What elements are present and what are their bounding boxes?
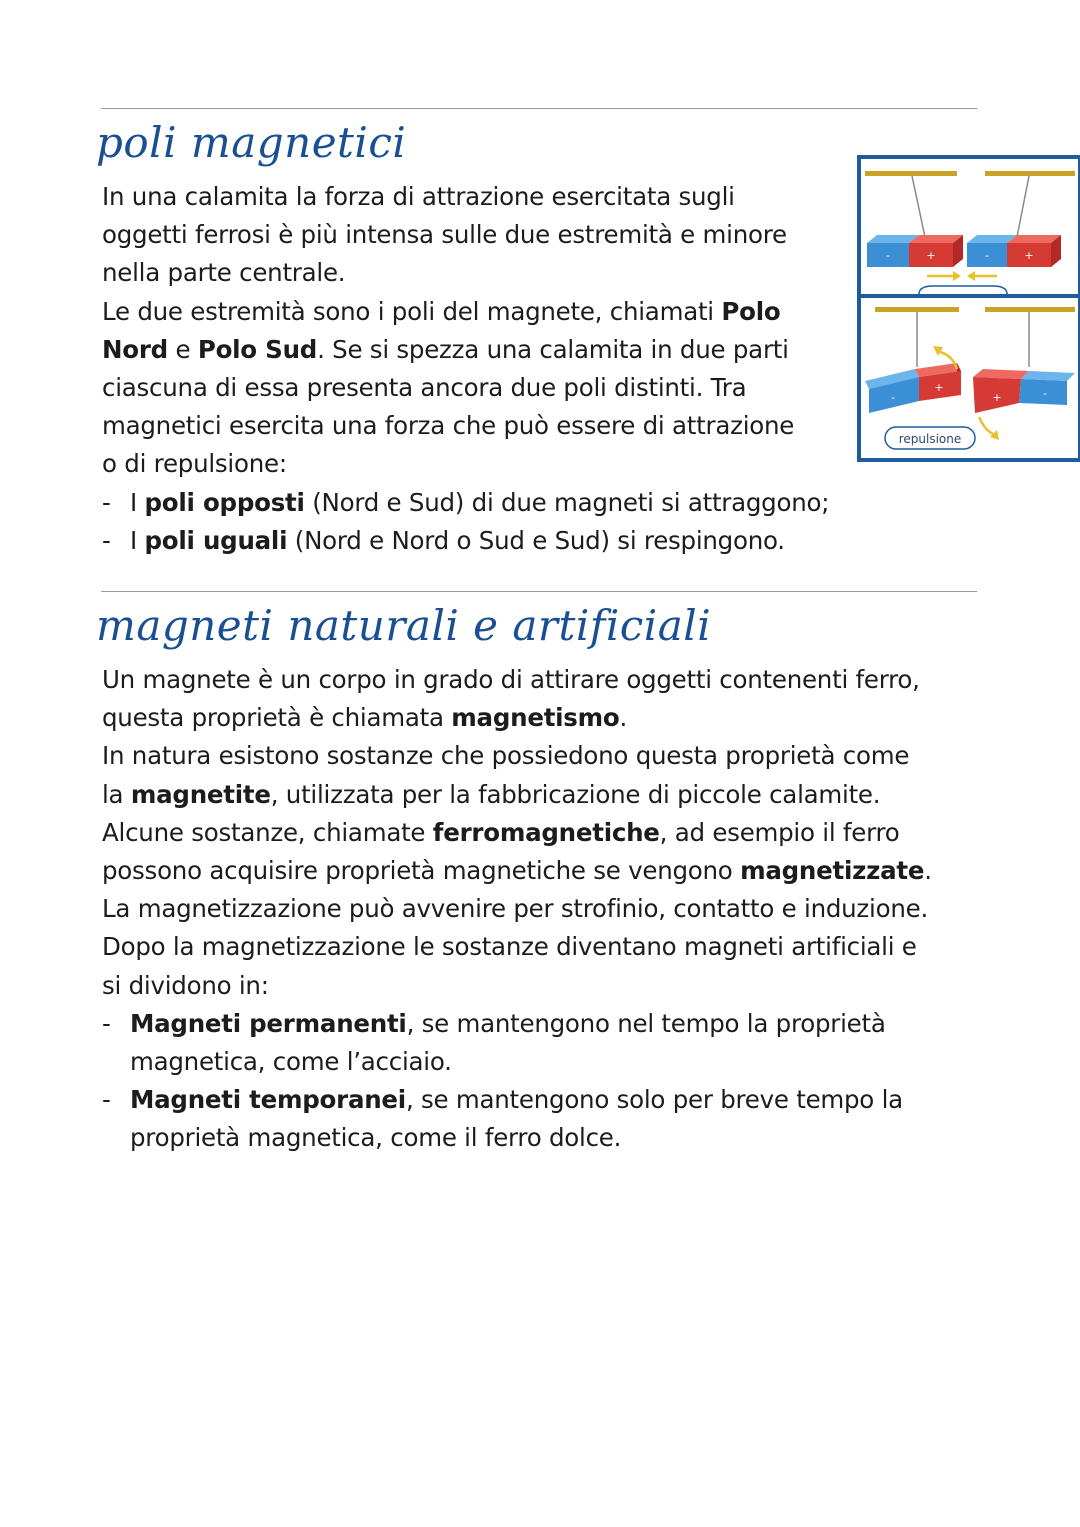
magnet-poles-illustration xyxy=(857,155,1080,462)
text-line: In natura esistono sostanze che possiedono questa proprietà come xyxy=(102,741,910,771)
support-bar xyxy=(985,171,1075,176)
paragraph-magneti xyxy=(102,661,982,1158)
support-bar xyxy=(865,171,957,176)
repulsion-label: repulsione xyxy=(898,432,962,446)
text-line: Un magnete è un corpo in grado di attirare oggetti contenenti ferro, xyxy=(102,665,920,694)
support-bar xyxy=(875,307,959,312)
text-line: questa proprietà è chiamata magnetismo. xyxy=(102,703,628,733)
term-magnetismo: magnetismo xyxy=(451,703,620,733)
magnet-bar xyxy=(867,235,963,267)
text-line: ciascuna di essa presenta ancora due poli distinti. Tra xyxy=(102,373,747,403)
list-item-magneti-temporanei: - Magneti temporanei, se mantengono solo per breve tempo la proprietà magnetica, come il ferro dolce. xyxy=(102,1085,903,1153)
support-bar xyxy=(985,307,1075,312)
term-polo-sud: Polo Sud xyxy=(197,334,318,364)
heading-magneti-naturali-artificiali: magneti naturali e artificiali xyxy=(96,601,712,650)
text-line: o di repulsione: xyxy=(102,449,287,479)
text-line: Alcune sostanze, chiamate ferromagnetiche, ad esempio il ferro xyxy=(102,817,900,847)
section-divider-middle xyxy=(101,591,977,592)
minus-sign: - xyxy=(1043,387,1047,400)
paragraph-poli xyxy=(102,178,982,560)
text-line: si dividono in: xyxy=(102,970,269,1000)
plus-sign: + xyxy=(1024,249,1034,262)
term-nord: Nord xyxy=(102,334,168,364)
magnet-bar xyxy=(967,235,1061,267)
text-line: nella parte centrale. xyxy=(102,258,346,288)
plus-sign: + xyxy=(992,391,1002,404)
text-line: la magnetite, utilizzata per la fabbricazione di piccole calamite. xyxy=(102,779,881,809)
plus-sign: + xyxy=(926,249,936,262)
minus-sign: - xyxy=(891,391,895,404)
term-magnetite: magnetite xyxy=(130,779,271,809)
section-divider-top xyxy=(101,108,977,109)
text-line: La magnetizzazione può avvenire per strofinio, contatto e induzione. xyxy=(102,894,928,924)
text-line: possono acquisire proprietà magnetiche se vengono magnetizzate. xyxy=(102,856,932,886)
list-item-poli-opposti: - I poli opposti (Nord e Sud) di due magneti si attraggono; xyxy=(102,487,830,517)
list-item-magneti-permanenti: - Magneti permanenti, se mantengono nel tempo la proprietà magnetica, come l’acciaio. xyxy=(102,1008,886,1077)
text-line: magnetici esercita una forza che può essere di attrazione xyxy=(102,411,795,441)
heading-poli-magnetici: poli magnetici xyxy=(96,118,407,167)
minus-sign: - xyxy=(886,249,890,262)
term-polo: Polo xyxy=(721,296,781,326)
list-item-poli-uguali: - I poli uguali (Nord e Nord o Sud e Sud) si respingono. xyxy=(102,525,785,555)
term-ferromagnetiche: ferromagnetiche xyxy=(432,817,660,847)
text-line: oggetti ferrosi è più intensa sulle due estremità e minore xyxy=(102,220,787,250)
text-line: Le due estremità sono i poli del magnete, chiamati Polo xyxy=(102,296,781,326)
text-line: Dopo la magnetizzazione le sostanze diventano magneti artificiali e xyxy=(102,932,917,962)
text-line: Nord e Polo Sud. Se si spezza una calamita in due parti xyxy=(102,334,789,364)
plus-sign: + xyxy=(934,381,944,394)
term-magnetizzate: magnetizzate xyxy=(740,856,925,886)
text-line: In una calamita la forza di attrazione esercitata sugli xyxy=(102,182,735,211)
minus-sign: - xyxy=(985,249,989,262)
